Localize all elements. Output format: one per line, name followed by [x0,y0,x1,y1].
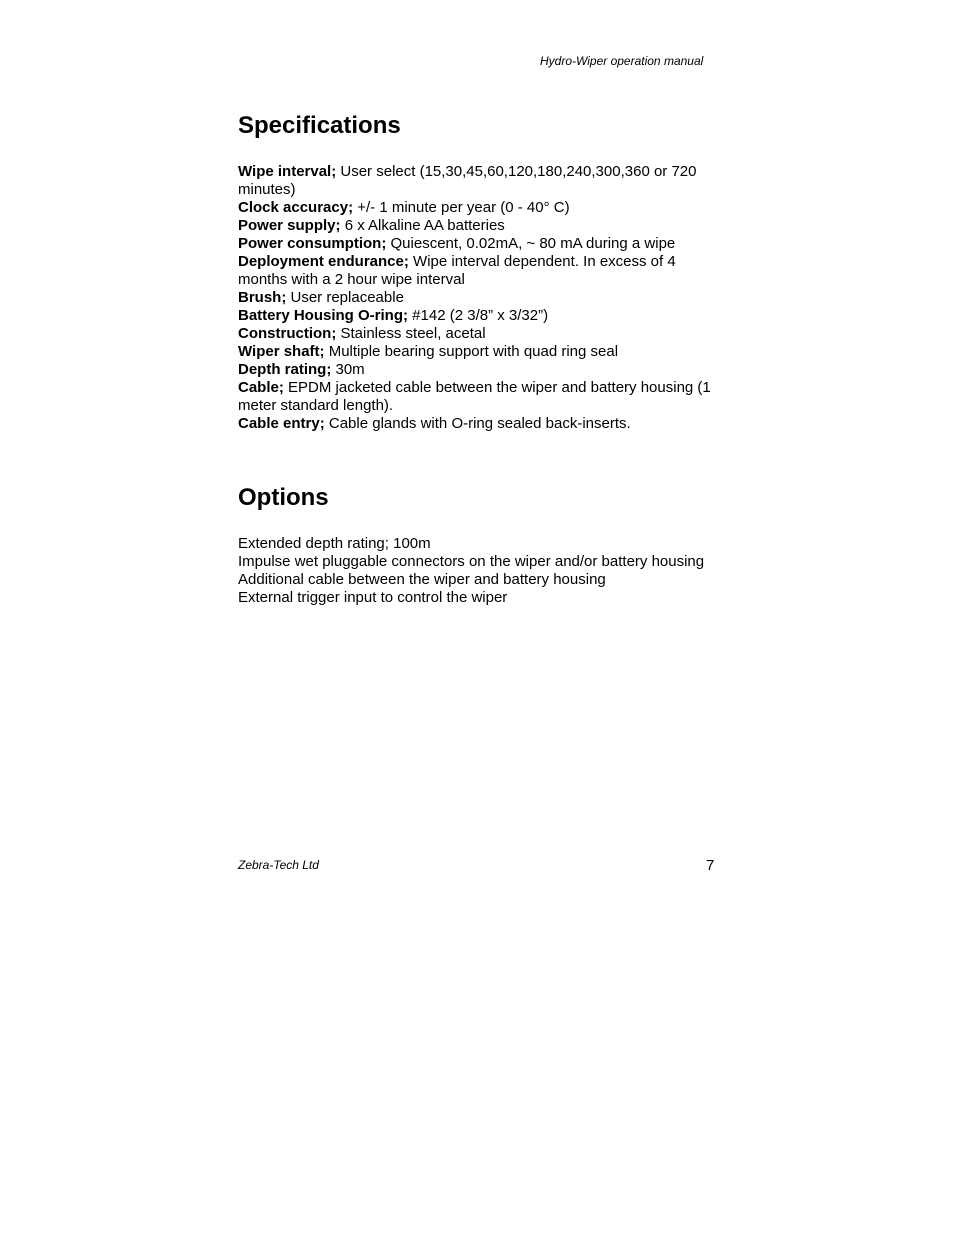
spec-value: Wipe interval dependent. In excess of 4 months with a 2 hour wipe interval [238,253,676,288]
spec-item [238,325,718,343]
spec-key: Cable; [238,379,284,396]
spec-value: EPDM jacketed cable between the wiper and battery housing (1 meter standard length). [238,379,711,414]
spec-value: Cable glands with O-ring sealed back-inserts. [324,415,631,432]
spec-value: #142 (2 3/8” x 3/32”) [408,307,549,324]
option-item: External trigger input to control the wiper [238,589,508,606]
spec-value: Stainless steel, acetal [336,325,486,342]
specifications-title: Specifications [238,112,401,139]
spec-item [238,235,718,253]
spec-key: Deployment endurance; [238,253,409,270]
running-header: Hydro-Wiper operation manual [540,54,704,68]
options-title: Options [238,484,329,511]
spec-item [238,361,718,379]
option-item: Extended depth rating; 100m [238,535,431,552]
spec-value: Multiple bearing support with quad ring seal [324,343,619,360]
spec-key: Clock accuracy; [238,199,354,216]
spec-item [238,253,718,289]
spec-item [238,199,718,217]
option-item: Impulse wet pluggable connectors on the wiper and/or battery housing [238,553,705,570]
spec-value: User replaceable [286,289,404,306]
spec-key: Wiper shaft; [238,343,325,360]
spec-item [238,217,718,235]
spec-item [238,343,718,361]
spec-item [238,163,718,199]
spec-key: Power consumption; [238,235,387,252]
spec-key: Cable entry; [238,415,325,432]
spec-key: Wipe interval; [238,163,337,180]
page-number: 7 [706,857,715,874]
spec-value: +/- 1 minute per year (0 - 40° C) [353,199,570,216]
specifications-list [238,163,718,433]
spec-key: Brush; [238,289,287,306]
footer-company: Zebra-Tech Ltd [238,858,319,872]
options-list [238,535,718,607]
spec-item [238,307,718,325]
spec-item [238,379,718,415]
spec-value: 6 x Alkaline AA batteries [340,217,505,234]
spec-key: Battery Housing O-ring; [238,307,409,324]
spec-value: User select (15,30,45,60,120,180,240,300,360 or 720 minutes) [238,163,697,198]
spec-key: Power supply; [238,217,341,234]
spec-value: Quiescent, 0.02mA, ~ 80 mA during a wipe [386,235,676,252]
option-item: Additional cable between the wiper and battery housing [238,571,606,588]
spec-key: Depth rating; [238,361,332,378]
page-content [238,108,718,607]
spec-value: 30m [331,361,365,378]
spec-key: Construction; [238,325,337,342]
spec-item [238,415,718,433]
spec-item [238,289,718,307]
